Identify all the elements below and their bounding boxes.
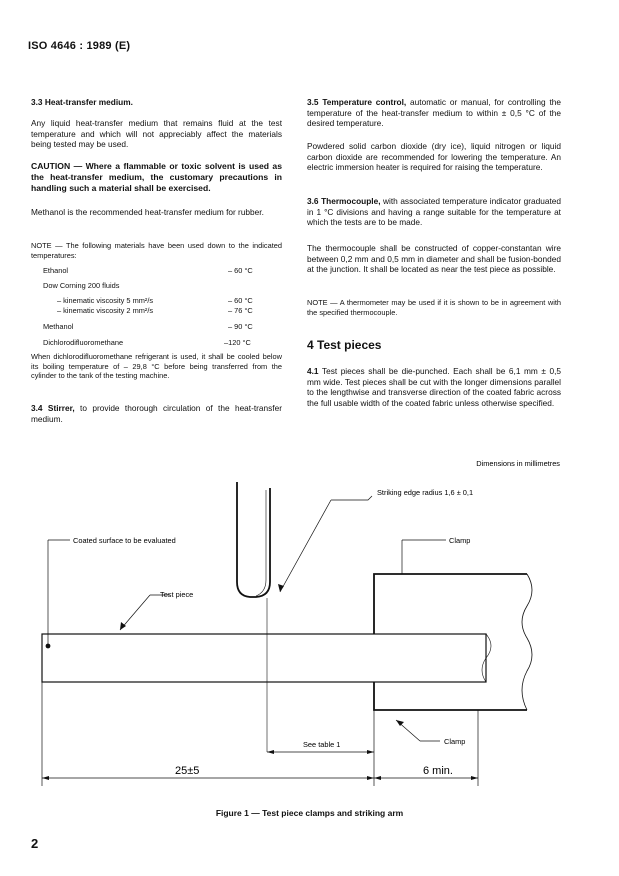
clamp-top-label: Clamp	[449, 536, 471, 545]
section-3-3-body: Any liquid heat-transfer medium that remains fluid at the test temperature and which will not appreciably affect the materials being tested may be used.	[31, 118, 282, 150]
striking-arm-inner	[256, 490, 266, 596]
test-piece	[42, 634, 486, 682]
material-name: – kinematic viscosity 2 mm²/s	[57, 306, 154, 315]
material-name: Ethanol	[43, 266, 69, 275]
material-name: Dow Corning 200 fluids	[43, 281, 120, 290]
material-temp: – 90 °C	[228, 322, 253, 331]
dimension-right: 6 min.	[423, 765, 453, 777]
material-name: – kinematic viscosity 5 mm²/s	[57, 296, 154, 305]
materials-note-end: When dichlorodifluoromethane refrigerant is used, it shall be cooled below its boiling temperature of – 29,8 °C before being transferred from the cylinder to the tank of the testing machine.	[31, 352, 282, 381]
arrow-head	[367, 776, 374, 780]
clamp-bottom-label: Clamp	[444, 737, 466, 746]
materials-note-intro: NOTE — The following materials have been used down to the indicated temperatures:	[31, 241, 282, 260]
section-3-3-title: 3.3 Heat-transfer medium.	[31, 97, 133, 107]
material-name: Methanol	[43, 322, 74, 331]
arrow-head	[374, 776, 381, 780]
see-table-label: See table 1	[303, 740, 341, 749]
section-3-6-body: The thermocouple shall be constructed of copper-constantan wire between 0,2 mm and 0,5 mm in diameter and shall be fusion-bonded at the junction. It shall be located as near the test piece as possible.	[307, 243, 561, 275]
striking-arm	[237, 482, 270, 597]
coated-surface-label: Coated surface to be evaluated	[73, 536, 176, 545]
upper-clamp	[374, 574, 527, 634]
arrow-head	[367, 750, 374, 754]
section-3-6-note: NOTE — A thermometer may be used if it is shown to be in agreement with the specified thermocouple.	[307, 298, 561, 317]
caution-paragraph: CAUTION — Where a flammable or toxic solvent is used as the heat-transfer medium, the customary precautions in handling such a material shall be exercised.	[31, 161, 282, 193]
section-3-4: 3.4 Stirrer, to provide thorough circulation of the heat-transfer medium.	[31, 403, 282, 424]
document-header: ISO 4646 : 1989 (E)	[28, 40, 131, 52]
arrow-head	[42, 776, 49, 780]
figure-caption: Figure 1 — Test piece clamps and striking arm	[215, 808, 404, 818]
coated-surface-dot	[46, 644, 51, 649]
arrow-head	[471, 776, 478, 780]
section-4-1: 4.1 Test pieces shall be die-punched. Each shall be 6,1 mm ± 0,5 mm wide. Test pieces shall be cut with the longer dimensions parallel to the lengthwise and transverse direction of the coated fabric across the full usable width of the coated fabric unless otherwise specified.	[307, 366, 561, 408]
section-3-5-body: Powdered solid carbon dioxide (dry ice), liquid nitrogen or liquid carbon dioxide are recommended for lowering the temperature. An electric immersion heater is required for raising the temperature.	[307, 141, 561, 173]
arrow-head	[396, 720, 404, 726]
section-3-3-recommend: Methanol is the recommended heat-transfer medium for rubber.	[31, 207, 264, 217]
striking-edge-label: Striking edge radius 1,6 ± 0,1	[377, 488, 474, 497]
section-4-heading: 4 Test pieces	[307, 338, 382, 352]
section-3-6: 3.6 Thermocouple, with associated temperature indicator graduated in 1 °C divisions and having a range suitable for the temperature at which the tests are to be made.	[307, 196, 561, 228]
arrow-head	[267, 750, 274, 754]
page-number: 2	[31, 836, 39, 851]
lower-clamp	[374, 682, 527, 710]
test-piece-label: Test piece	[160, 590, 194, 599]
material-temp: – 60 °C	[228, 266, 253, 275]
dimension-left: 25±5	[175, 765, 200, 777]
arrow-head	[120, 622, 126, 630]
material-name: Dichlorodifluoromethane	[43, 338, 124, 347]
material-temp: – 76 °C	[228, 306, 253, 315]
section-3-5: 3.5 Temperature control, automatic or manual, for controlling the temperature of the heat-transfer medium to within ± 0,5 °C of the desired temperature.	[307, 97, 561, 129]
material-temp: –120 °C	[224, 338, 251, 347]
dimensions-note: Dimensions in millimetres	[476, 459, 560, 468]
material-temp: – 60 °C	[228, 296, 253, 305]
clamp-break-line	[522, 574, 532, 710]
